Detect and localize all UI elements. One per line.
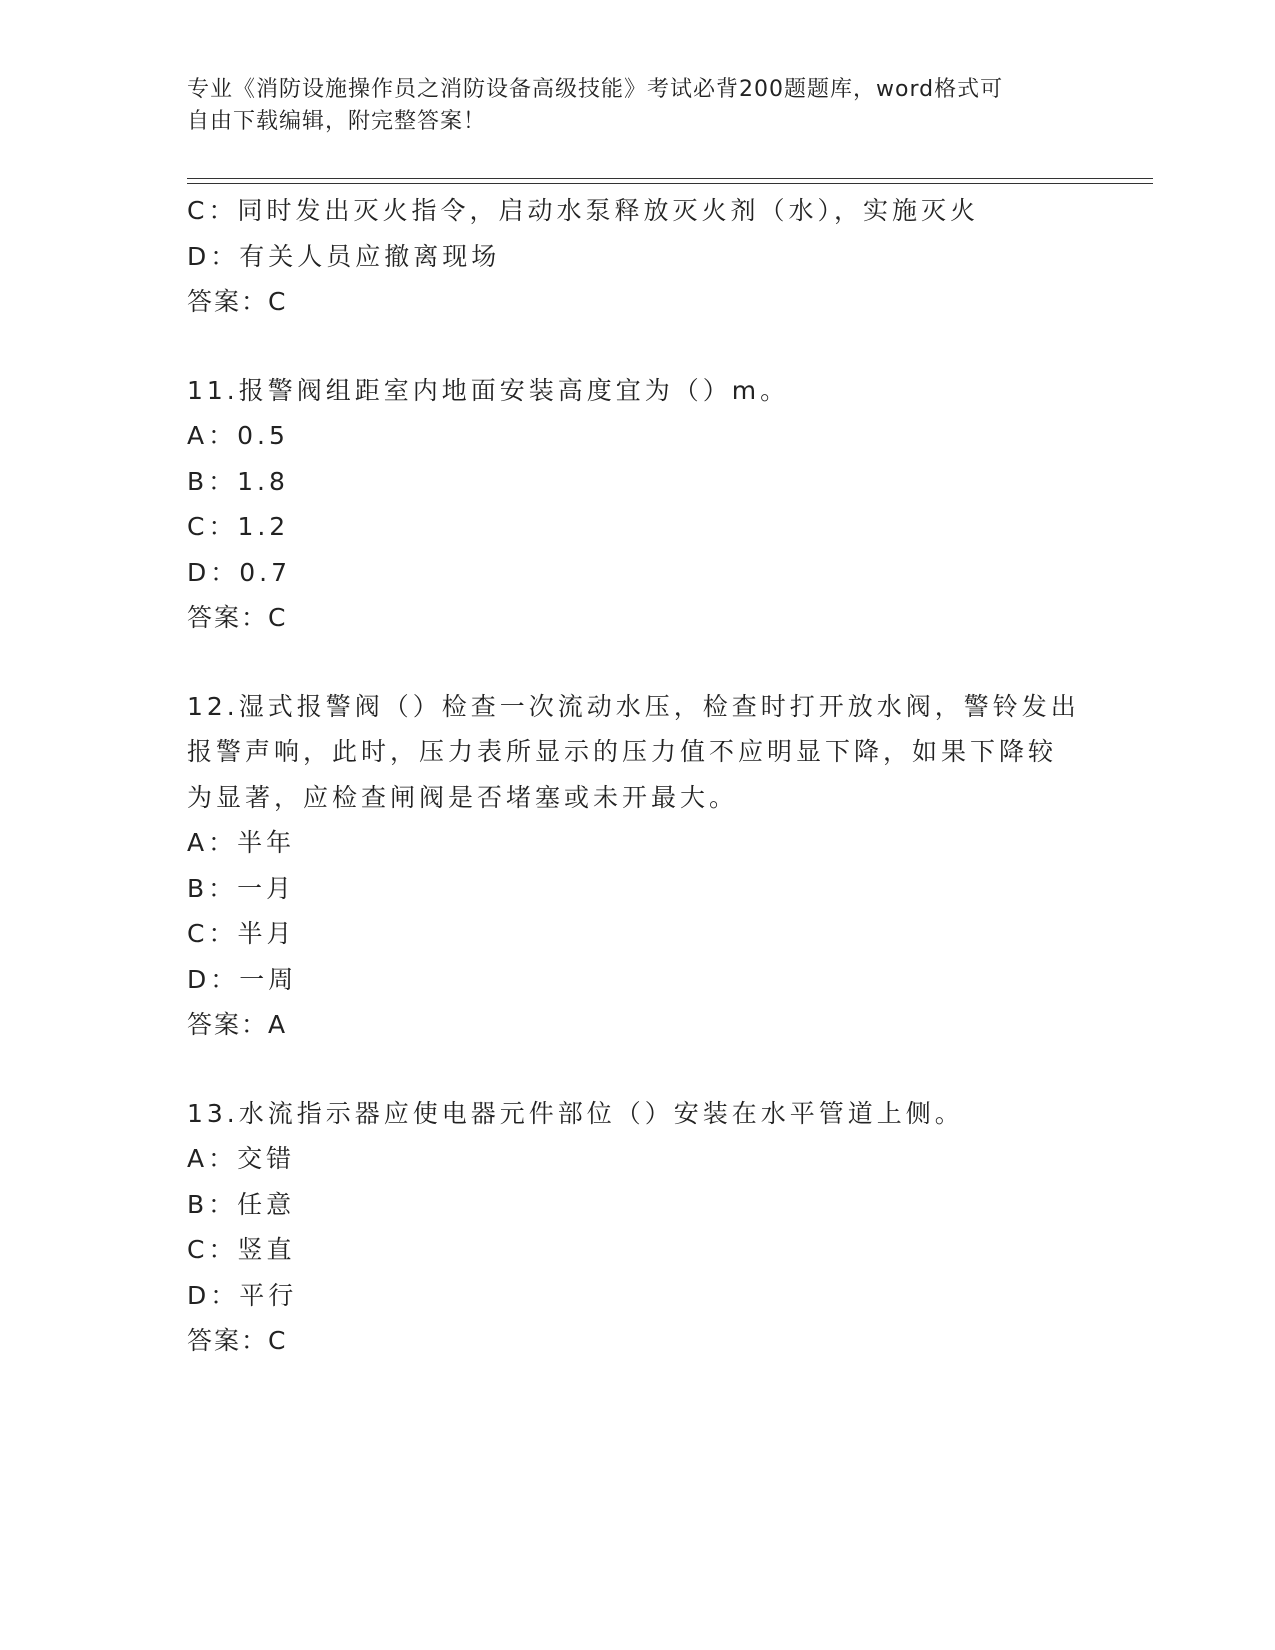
option-b: B：任意: [187, 1189, 296, 1219]
option-a: A：半年: [187, 828, 296, 857]
option-a: A：0.5: [187, 421, 289, 450]
question-stem: 11.报警阀组距室内地面安装高度宜为（）m。: [187, 375, 790, 405]
answer: 答案：C: [187, 1326, 288, 1355]
spacer: [187, 1048, 1087, 1091]
option-d: D：有关人员应撤离现场: [187, 241, 501, 271]
option-d: D：平行: [187, 1280, 298, 1310]
question-stem: 13.水流指示器应使电器元件部位（）安装在水平管道上侧。: [187, 1098, 964, 1128]
question-stem-line-3: 为显著，应检查闸阀是否堵塞或未开最大。: [187, 782, 739, 812]
option-b: B：1.8: [187, 466, 289, 496]
answer: 答案：C: [187, 603, 288, 632]
option-a: A：交错: [187, 1144, 296, 1173]
spacer: [187, 325, 1087, 368]
question-list: [187, 188, 1087, 1364]
header-line-2: 自由下载编辑，附完整答案！: [187, 109, 487, 134]
question-12: [187, 684, 1087, 1048]
question-10-continued: [187, 188, 1087, 325]
option-c: C：同时发出灭火指令，启动水泵释放灭火剂（水），实施灭火: [187, 196, 979, 225]
option-d: D：一周: [187, 964, 298, 994]
option-c: C：1.2: [187, 512, 290, 541]
header-divider: [187, 178, 1153, 184]
option-c: C：竖直: [187, 1235, 296, 1264]
question-stem-line-2: 报警声响，此时，压力表所显示的压力值不应明显下降，如果下降较: [187, 737, 1058, 766]
option-d: D：0.7: [187, 557, 292, 587]
question-11: [187, 368, 1087, 641]
answer: 答案：C: [187, 287, 288, 316]
answer: 答案：A: [187, 1010, 288, 1039]
question-13: [187, 1091, 1087, 1364]
spacer: [187, 641, 1087, 684]
option-b: B：一月: [187, 873, 296, 903]
question-stem-line-1: 12.湿式报警阀（）检查一次流动水压，检查时打开放水阀，警铃发出: [187, 691, 1080, 721]
document-header: [187, 74, 1067, 138]
option-c: C：半月: [187, 919, 296, 948]
header-line-1: 专业《消防设施操作员之消防设备高级技能》考试必背200题题库，word格式可: [187, 77, 1004, 102]
